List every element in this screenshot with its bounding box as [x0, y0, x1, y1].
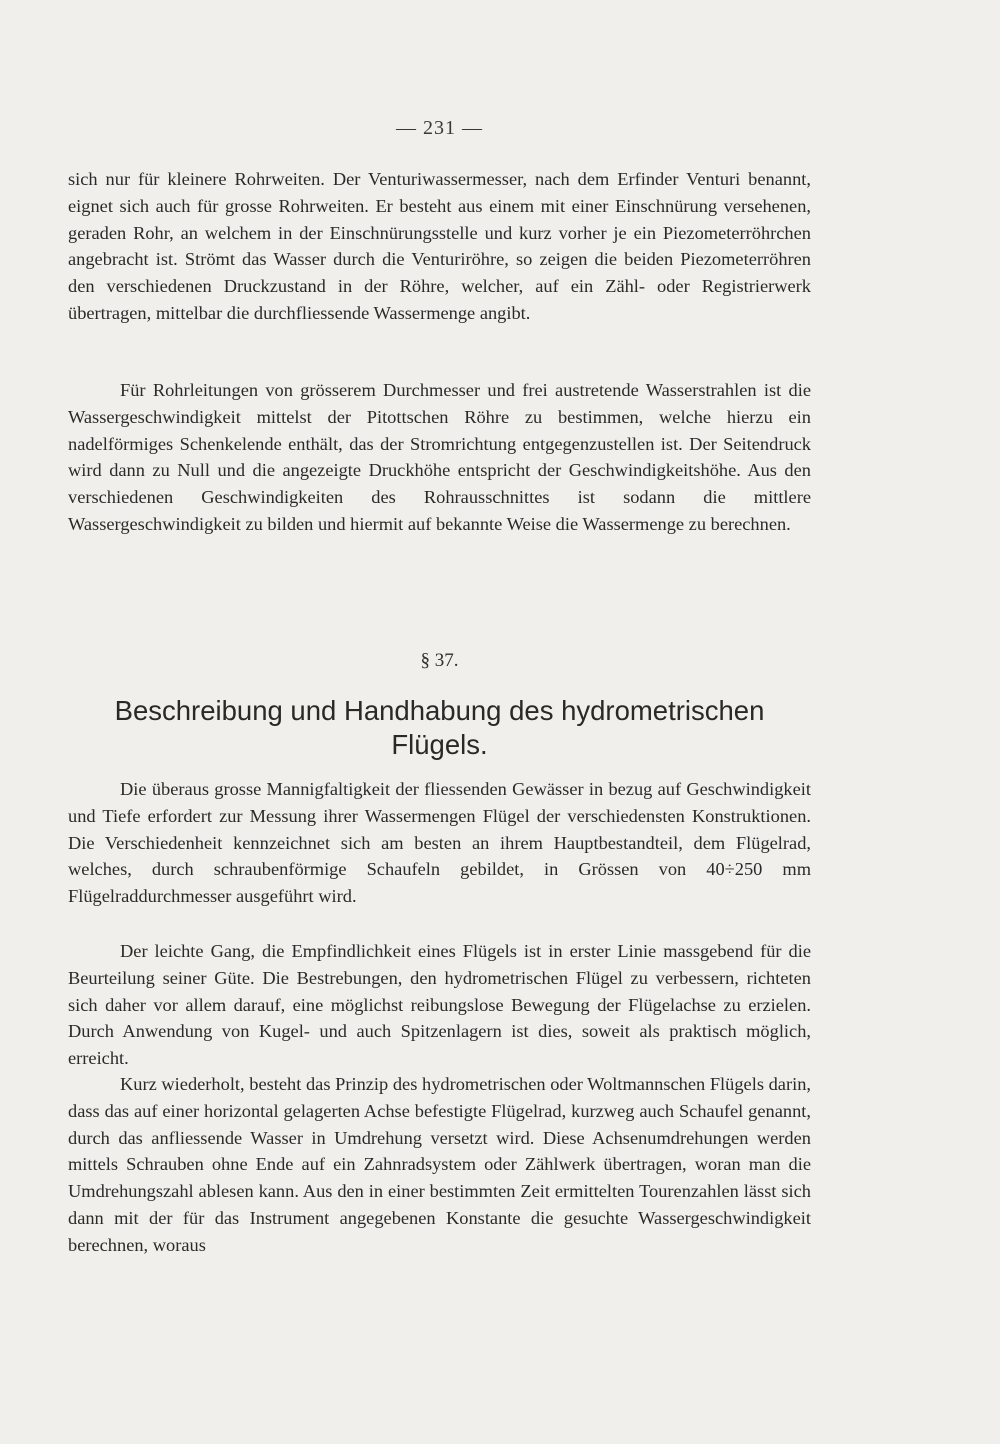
paragraph-text: Der leichte Gang, die Empfindlichkeit eines Flügels ist in erster Linie massgebend für die Beurteilung seiner Güte. Die Bestrebungen, den hydrometrischen Flügel zu verbessern, richteten sich daher vor allem darauf, eine möglichst reibungslose Bewegung der Flügelachse zu erzielen. Durch Anwendung von Kugel- und auch Spitzenlagern ist dies, soweit als praktisch möglich, erreicht. [68, 941, 811, 1069]
paragraph-leichte-gang [68, 938, 811, 1072]
page-number: — 231 — [396, 117, 483, 139]
section-title [68, 694, 811, 762]
section-title-line-2: Flügels. [391, 729, 488, 760]
paragraph-mannigfaltigkeit [68, 776, 811, 910]
paragraph-prinzip [68, 1071, 811, 1259]
paragraph-pitot [68, 377, 811, 538]
paragraph-text: Kurz wiederholt, besteht das Prinzip des hydrometrischen oder Woltmannschen Flügels darin, dass das auf einer horizontal gelagerten Achse befestigte Flügelrad, kurzweg auch Schaufel genannt, durch das anfliessende Wasser in Umdrehung versetzt wird. Diese Achsenumdrehungen werden mittels Schrauben ohne Ende auf ein Zahnradsystem oder Zählwerk übertragen, woran man die Umdrehungszahl ablesen kann. Aus den in einer bestimmten Zeit ermittelten Tourenzahlen lässt sich dann mit der für das Instrument angegebenen Konstante die gesuchte Wassergeschwindigkeit berechnen, woraus [68, 1074, 811, 1255]
document-page [68, 0, 811, 1444]
section-number: § 37. [420, 650, 459, 671]
section-title-line-1: Beschreibung und Handhabung des hydrometrischen [114, 695, 765, 726]
paragraph-text: Die überaus grosse Mannigfaltigkeit der fliessenden Gewässer in bezug auf Geschwindigkeit und Tiefe erfordert zur Messung ihrer Wassermengen Flügel der verschiedensten Konstruktionen. Die Verschiedenheit kennzeichnet sich am besten an ihrem Hauptbestandteil, dem Flügelrad, welches, durch schraubenförmige Schaufeln gebildet, in Grössen von 40÷250 mm Flügelraddurchmesser ausgeführt wird. [68, 779, 811, 907]
paragraph-venturi [68, 166, 811, 327]
paragraph-text: Für Rohrleitungen von grösserem Durchmesser und frei austretende Wasserstrahlen ist die Wassergeschwindigkeit mittelst der Pitottschen Röhre zu bestimmen, welche hierzu ein nadelförmiges Schenkelende enthält, das der Stromrichtung entgegenzustellen ist. Der Seitendruck wird dann zu Null und die angezeigte Druckhöhe entspricht der Geschwindigkeitshöhe. Aus den verschiedenen Geschwindigkeiten des Rohrausschnittes ist sodann die mittlere Wassergeschwindigkeit zu bilden und hiermit auf bekannte Weise die Wassermenge zu berechnen. [68, 380, 811, 534]
paragraph-text: sich nur für kleinere Rohrweiten. Der Venturiwassermesser, nach dem Erfinder Venturi benannt, eignet sich auch für grosse Rohrweiten. Er besteht aus einem mit einer Einschnürung versehenen, geraden Rohr, an welchem in der Einschnürungsstelle und kurz vorher je ein Piezometerröhrchen angebracht ist. Strömt das Wasser durch die Venturiröhre, so zeigen die beiden Piezometerröhren den verschiedenen Druckzustand in der Röhre, welcher, auf ein Zähl- oder Registrierwerk übertragen, mittelbar die durchfliessende Wassermenge angibt. [68, 169, 811, 323]
